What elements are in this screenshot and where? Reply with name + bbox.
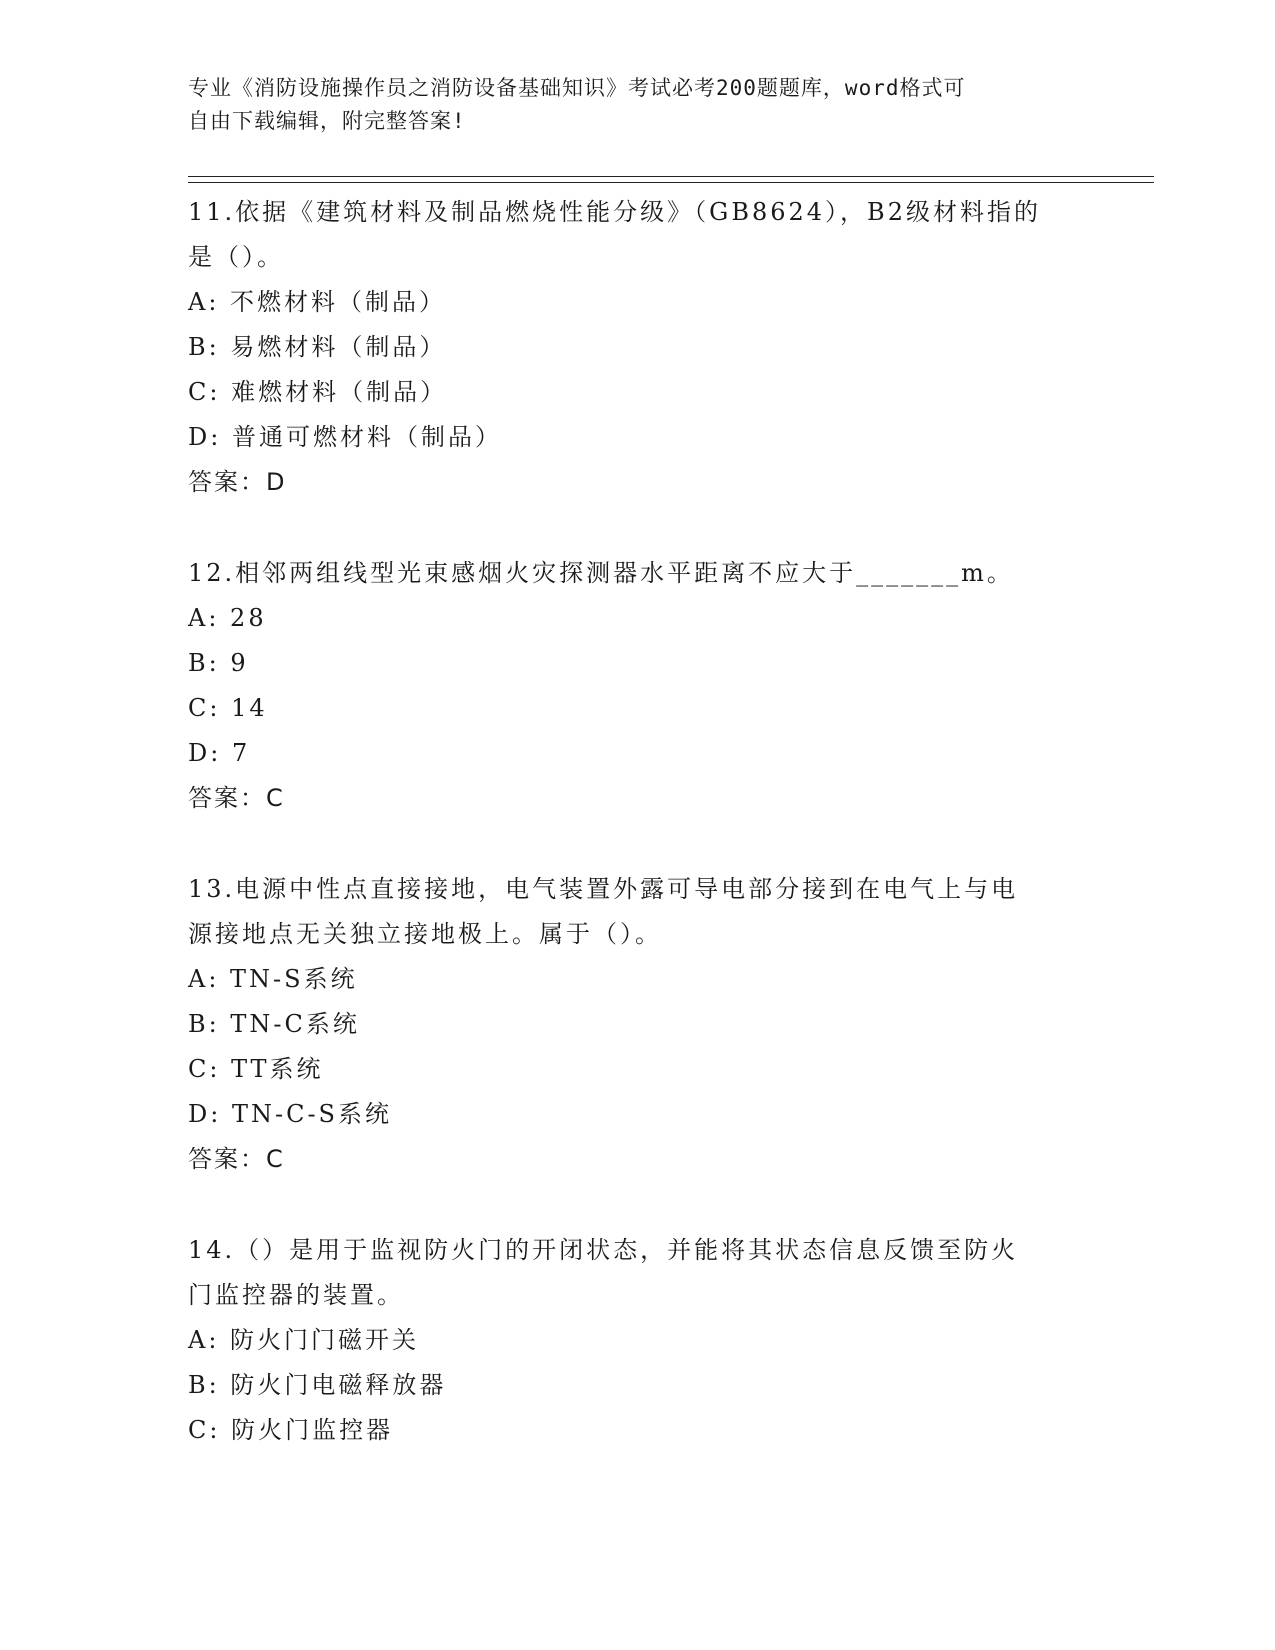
document-header [188, 72, 1068, 138]
option-c: C: TT系统 [188, 1055, 324, 1083]
option-d: D: 普通可燃材料（制品） [188, 423, 502, 451]
option-b: B: 9 [188, 649, 249, 677]
option-b: B: 防火门电磁释放器 [188, 1371, 447, 1399]
question-stem-continued: 是（）。 [188, 243, 284, 271]
question-spacer [188, 505, 1088, 551]
question-stem-continued: 源接地点无关独立接地极上。属于（）。 [188, 920, 662, 948]
question-stem: 13.电源中性点直接接地，电气装置外露可导电部分接到在电气上与电 [188, 875, 1019, 903]
question-spacer [188, 1182, 1088, 1228]
option-c: C: 难燃材料（制品） [188, 378, 448, 406]
option-c: C: 14 [188, 694, 268, 722]
option-a: A: 不燃材料（制品） [188, 288, 447, 316]
answer-line: 答案：D [188, 468, 287, 496]
option-b: B: TN-C系统 [188, 1010, 360, 1038]
question-12 [188, 551, 1088, 821]
option-a: A: 防火门门磁开关 [188, 1326, 420, 1354]
header-divider-bottom [188, 182, 1154, 183]
question-14 [188, 1228, 1088, 1453]
answer-line: 答案：C [188, 784, 285, 812]
question-11 [188, 190, 1088, 505]
question-stem: 12.相邻两组线型光束感烟火灾探测器水平距离不应大于_______m。 [188, 559, 1014, 587]
option-a: A: TN-S系统 [188, 965, 358, 993]
question-stem: 14.（）是用于监视防火门的开闭状态，并能将其状态信息反馈至防火 [188, 1236, 1019, 1264]
header-line-1: 专业《消防设施操作员之消防设备基础知识》考试必考200题题库，word格式可 [188, 76, 966, 100]
option-b: B: 易燃材料（制品） [188, 333, 447, 361]
option-a: A: 28 [188, 604, 267, 632]
question-stem-continued: 门监控器的装置。 [188, 1281, 404, 1309]
question-spacer [188, 821, 1088, 867]
option-d: D: 7 [188, 739, 251, 767]
question-stem: 11.依据《建筑材料及制品燃烧性能分级》（GB8624），B2级材料指的 [188, 198, 1041, 226]
option-d: D: TN-C-S系统 [188, 1100, 392, 1128]
question-list [188, 190, 1088, 1453]
header-divider-top [188, 176, 1154, 177]
option-c: C: 防火门监控器 [188, 1416, 394, 1444]
question-13 [188, 867, 1088, 1182]
header-line-2: 自由下载编辑，附完整答案! [188, 109, 466, 133]
answer-line: 答案：C [188, 1145, 285, 1173]
